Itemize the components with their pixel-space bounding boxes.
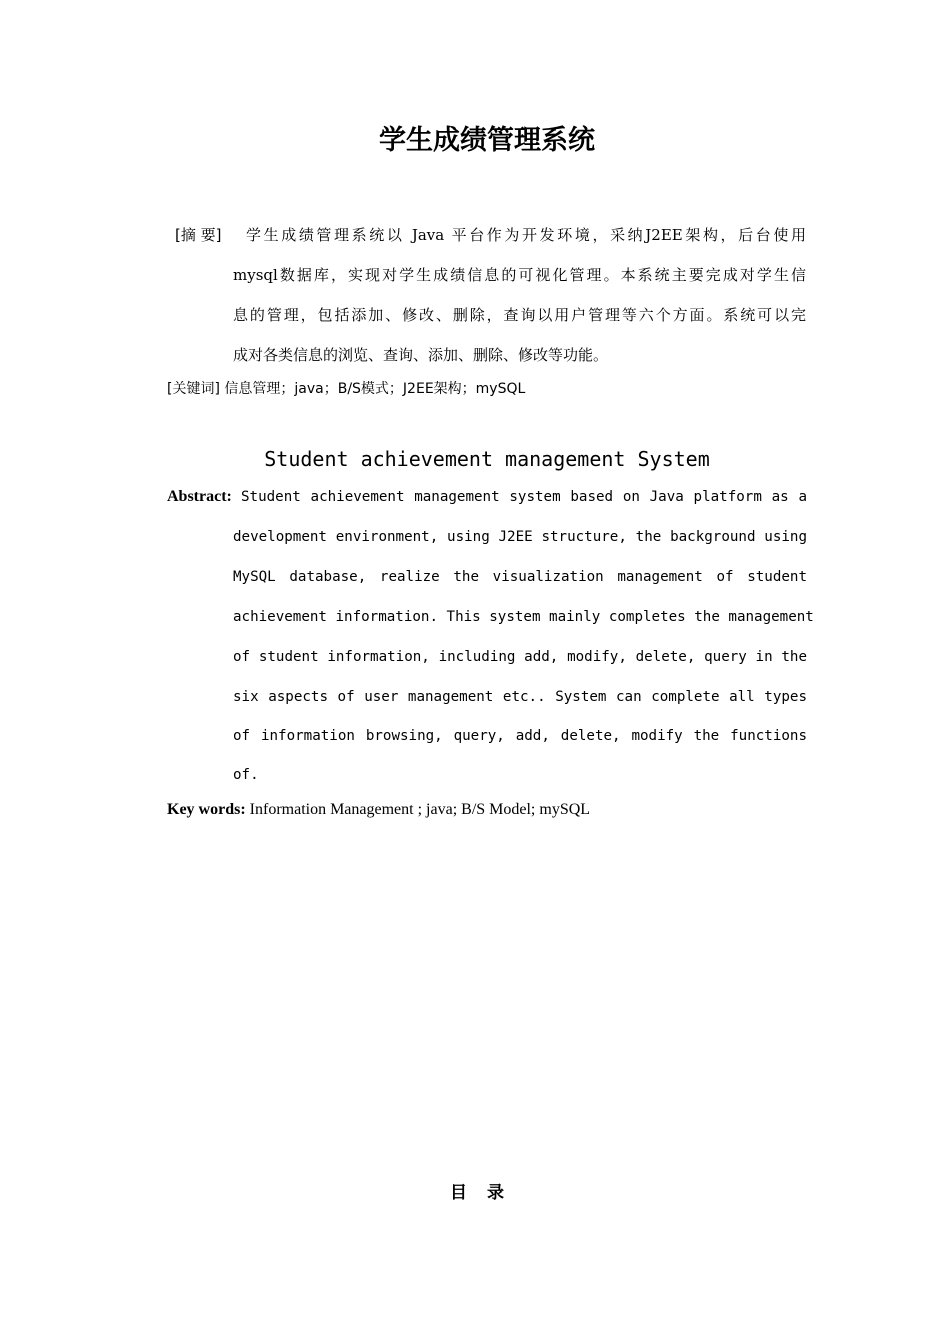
chinese-abstract-line: mysql数据库，实现对学生成绩信息的可视化管理。本系统主要完成对学生信 (233, 266, 806, 284)
english-keywords (167, 797, 590, 823)
english-abstract-line: of student information, including add, modify, delete, query in the (233, 649, 807, 665)
chinese-abstract-line: 息的管理，包括添加、修改、删除，查询以用户管理等六个方面。系统可以完 (233, 306, 806, 324)
chinese-keywords-label: [关键词] (167, 381, 220, 397)
chinese-keywords-text: 信息管理；java；B/S模式；J2EE架构；mySQL (224, 381, 526, 397)
english-abstract-line: Student achievement management system based on Java platform as a (241, 489, 807, 505)
english-abstract-line: development environment, using J2EE structure, the background using (233, 529, 807, 545)
chinese-abstract-label (175, 222, 221, 248)
english-abstract-label: Abstract: (167, 488, 232, 505)
english-abstract-line: of information browsing, query, add, delete, modify the functions (233, 728, 807, 744)
english-keywords-text: Information Management ; java; B/S Model; mySQL (249, 801, 591, 818)
english-abstract-line: achievement information. This system mainly completes the management (233, 609, 814, 625)
document-title: 学生成绩管理系统 (379, 125, 595, 156)
abstract-label-text: [摘 要] (175, 226, 222, 244)
chinese-abstract-line: 成对各类信息的浏览、查询、添加、删除、修改等功能。 (233, 346, 609, 364)
english-abstract-line: of. (233, 767, 259, 783)
chinese-keywords (167, 376, 807, 402)
table-of-contents-heading: 目录 (450, 1183, 524, 1203)
english-abstract-line: MySQL database, realize the visualization management of student (233, 569, 807, 585)
chinese-abstract-line: 学生成绩管理系统以 Java 平台作为开发环境，采纳J2EE架构，后台使用 (246, 226, 806, 244)
english-abstract-line: six aspects of user management etc.. System can complete all types (233, 689, 807, 705)
english-keywords-label: Key words: (167, 801, 246, 818)
english-title: Student achievement management System (264, 447, 710, 471)
